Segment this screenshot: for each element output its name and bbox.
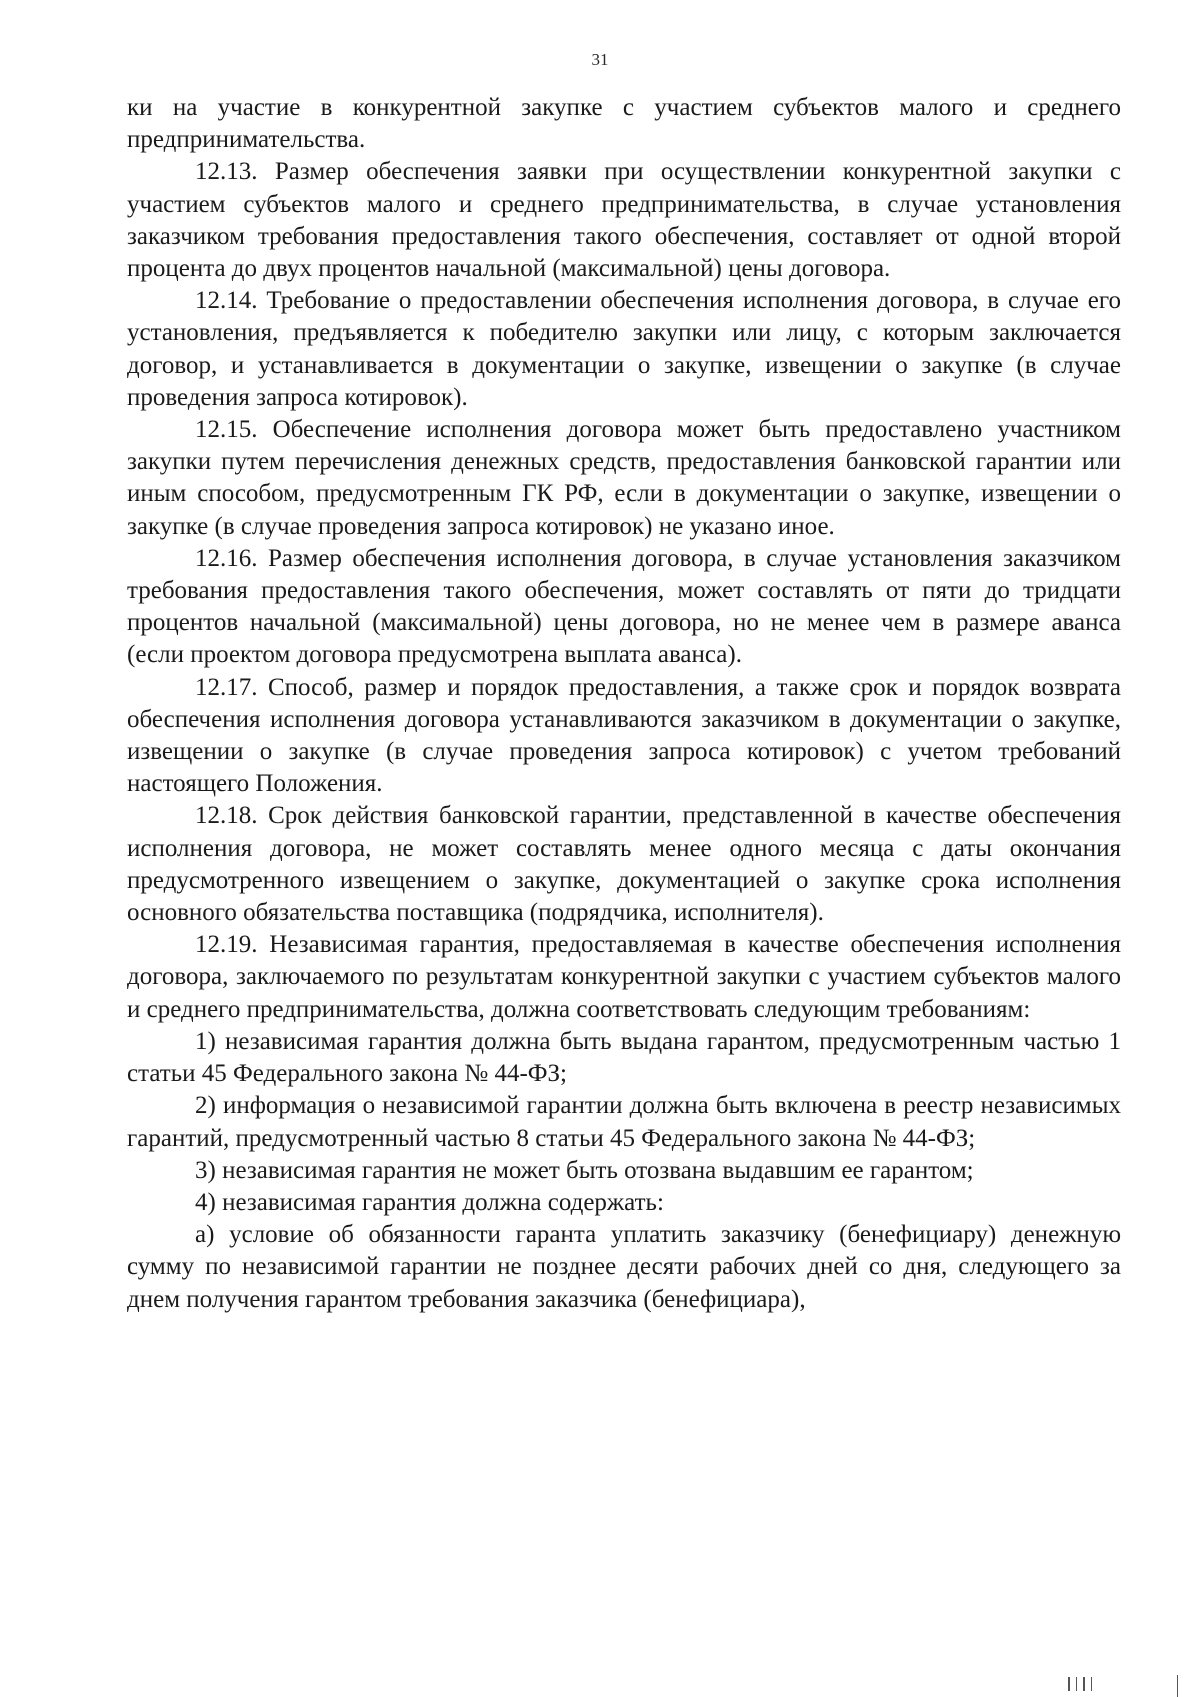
list-item-1: 1) независимая гарантия должна быть выдана гарантом, предусмотренным частью 1 статьи 45 Федерального закона № 44-ФЗ;	[127, 1027, 1121, 1088]
paragraph-continuation: ки на участие в конкурентной закупке с участием субъектов малого и среднего предпринимательства.	[127, 94, 1121, 154]
paragraph-12-13: 12.13. Размер обеспечения заявки при осуществлении конкурентной закупки с участием субъектов малого и среднего предпринимательства, в случае установления заказчиком требования предоставления такого обеспечения, составляет от одной второй процента до двух процентов начальной (максимальной) цены договора.	[127, 158, 1121, 283]
paragraph-12-18: 12.18. Срок действия банковской гарантии, представленной в качестве обеспечения исполнения договора, не может составлять менее одного месяца с даты окончания предусмотренного извещением о закупке, документацией о закупке срока исполнения основного обязательства поставщика (подрядчика, исполнителя).	[127, 802, 1121, 927]
paragraph-12-19: 12.19. Независимая гарантия, предоставляемая в качестве обеспечения исполнения договора, заключаемого по результатам конкурентной закупки с участием субъектов малого и среднего предпринимательства, должна соответствовать следующим требованиям:	[127, 931, 1121, 1023]
edge-mark	[1177, 1675, 1179, 1697]
list-item-2: 2) информация о независимой гарантии должна быть включена в реестр независимых гарантий, предусмотренный частью 8 статьи 45 Федерального закона № 44-ФЗ;	[127, 1092, 1121, 1152]
document-body	[127, 92, 1121, 1316]
list-item-3: 3) независимая гарантия не может быть отозвана выдавшим ее гарантом;	[195, 1156, 974, 1184]
sub-item-a: а) условие об обязанности гаранта уплатить заказчику (бенефициару) денежную сумму по независимой гарантии не позднее десяти рабочих дней со дня, следующего за днем получения гарантом требования заказчика (бенефициара),	[127, 1221, 1121, 1313]
paragraph-12-14: 12.14. Требование о предоставлении обеспечения исполнения договора, в случае его установления, предъявляется к победителю закупки или лицу, с которым заключается договор, и устанавливается в документации о закупке, извещении о закупке (в случае проведения запроса котировок).	[127, 287, 1121, 411]
page-number: 31	[591, 50, 609, 69]
paragraph-12-15: 12.15. Обеспечение исполнения договора может быть предоставлено участником закупки путем перечисления денежных средств, предоставления банковской гарантии или иным способом, предусмотренным ГК РФ, если в документации о закупке, извещении о закупке (в случае проведения запроса котировок) не указано иное.	[127, 416, 1121, 540]
list-item-4: 4) независимая гарантия должна содержать:	[195, 1188, 664, 1216]
scan-marks	[1068, 1677, 1092, 1691]
paragraph-12-17: 12.17. Способ, размер и порядок предоставления, а также срок и порядок возврата обеспечения исполнения договора устанавливаются заказчиком в документации о закупке, извещении о закупке (в случае проведения запроса котировок) с учетом требований настоящего Положения.	[127, 673, 1121, 798]
paragraph-12-16: 12.16. Размер обеспечения исполнения договора, в случае установления заказчиком требования предоставления такого обеспечения, может составлять от пяти до тридцати процентов начальной (максимальной) цены договора, но не менее чем в размере аванса (если проектом договора предусмотрена выплата аванса).	[127, 544, 1121, 669]
